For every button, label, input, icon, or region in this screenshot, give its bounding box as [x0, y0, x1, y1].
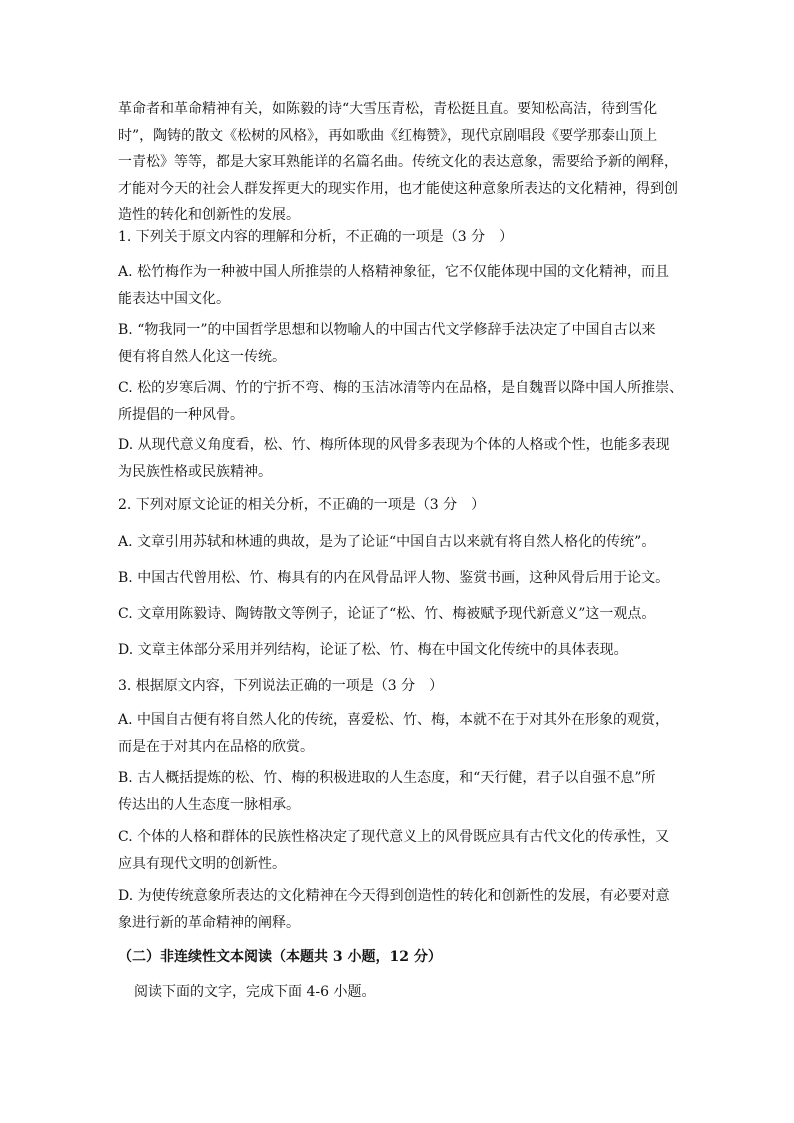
- passage-line: 一青松》等等，都是大家耳熟能详的名篇名曲。传统文化的表达意象，需要给予新的阐释，: [118, 154, 678, 170]
- section-intro: 阅读下面的文字，完成下面 4-6 小题。: [134, 984, 376, 1000]
- question-2-option-b: B. 中国古代曾用松、竹、梅具有的内在风骨品评人物、鉴赏书画，这种风骨后用于论文。: [118, 570, 670, 586]
- question-3-stem: 3. 根据原文内容，下列说法正确的一项是（3 分 ）: [118, 678, 444, 694]
- question-3-option-d: D. 为使传统意象所表达的文化精神在今天得到创造性的转化和创新性的发展，有必要对意 象进行新的革命精神的阐释。: [118, 888, 670, 931]
- section-heading: （二）非连续性文本阅读（本题共 3 小题，12 分）: [118, 949, 442, 965]
- question-1-option-b: B. “物我同一”的中国哲学思想和以物喻人的中国古代文学修辞手法决定了中国自古以来 便有将自然人化这一传统。: [118, 322, 656, 365]
- question-2-stem: 2. 下列对原文论证的相关分析，不正确的一项是（3 分 ）: [118, 497, 486, 513]
- question-1-stem: 1. 下列关于原文内容的理解和分析，不正确的一项是（3 分 ）: [118, 229, 514, 245]
- question-3-option-a: A. 中国自古便有将自然人化的传统，喜爱松、竹、梅，本就不在于对其外在形象的观赏， 而是在于对其内在品格的欣赏。: [118, 712, 670, 755]
- question-1-option-a: A. 松竹梅作为一种被中国人所推崇的人格精神象征，它不仅能体现中国的文化精神，而且 能表达中国文化。: [118, 264, 670, 307]
- question-3-option-b: B. 古人概括提炼的松、竹、梅的积极进取的人生态度，和“天行健，君子以自强不息”所 传达出的人生态度一脉相承。: [118, 770, 656, 813]
- question-3-option-c: C. 个体的人格和群体的民族性格决定了现代意义上的风骨既应具有古代文化的传承性，又 应具有现代文明的创新性。: [118, 829, 670, 872]
- question-2-option-a: A. 文章引用苏轼和林逋的典故，是为了论证“中国自古以来就有将自然人格化的传统”。: [118, 534, 656, 550]
- passage-line: 造性的转化和创新性的发展。: [118, 207, 300, 223]
- passage-paragraph: [118, 96, 678, 229]
- question-1-option-c: C. 松的岁寒后凋、竹的宁折不弯、梅的玉洁冰清等内在品格，是自魏晋以降中国人所推崇、 所提倡的一种风骨。: [118, 380, 684, 423]
- question-2-option-d: D. 文章主体部分采用并列结构，论证了松、竹、梅在中国文化传统中的具体表现。: [118, 642, 628, 658]
- passage-line: 革命者和革命精神有关，如陈毅的诗“大雪压青松，青松挺且直。要知松高洁，待到雪化: [118, 101, 658, 117]
- passage-line: 时”，陶铸的散文《松树的风格》，再如歌曲《红梅赞》，现代京剧唱段《要学那泰山顶上: [118, 127, 658, 144]
- question-1-option-d: D. 从现代意义角度看，松、竹、梅所体现的风骨多表现为个体的人格或个性，也能多表现 为民族性格或民族精神。: [118, 437, 670, 480]
- question-2-option-c: C. 文章用陈毅诗、陶铸散文等例子，论证了“松、竹、梅被赋予现代新意义”这一观点。: [118, 606, 656, 622]
- passage-line: 才能对今天的社会人群发挥更大的现实作用，也才能使这种意象所表达的文化精神，得到创: [118, 180, 678, 197]
